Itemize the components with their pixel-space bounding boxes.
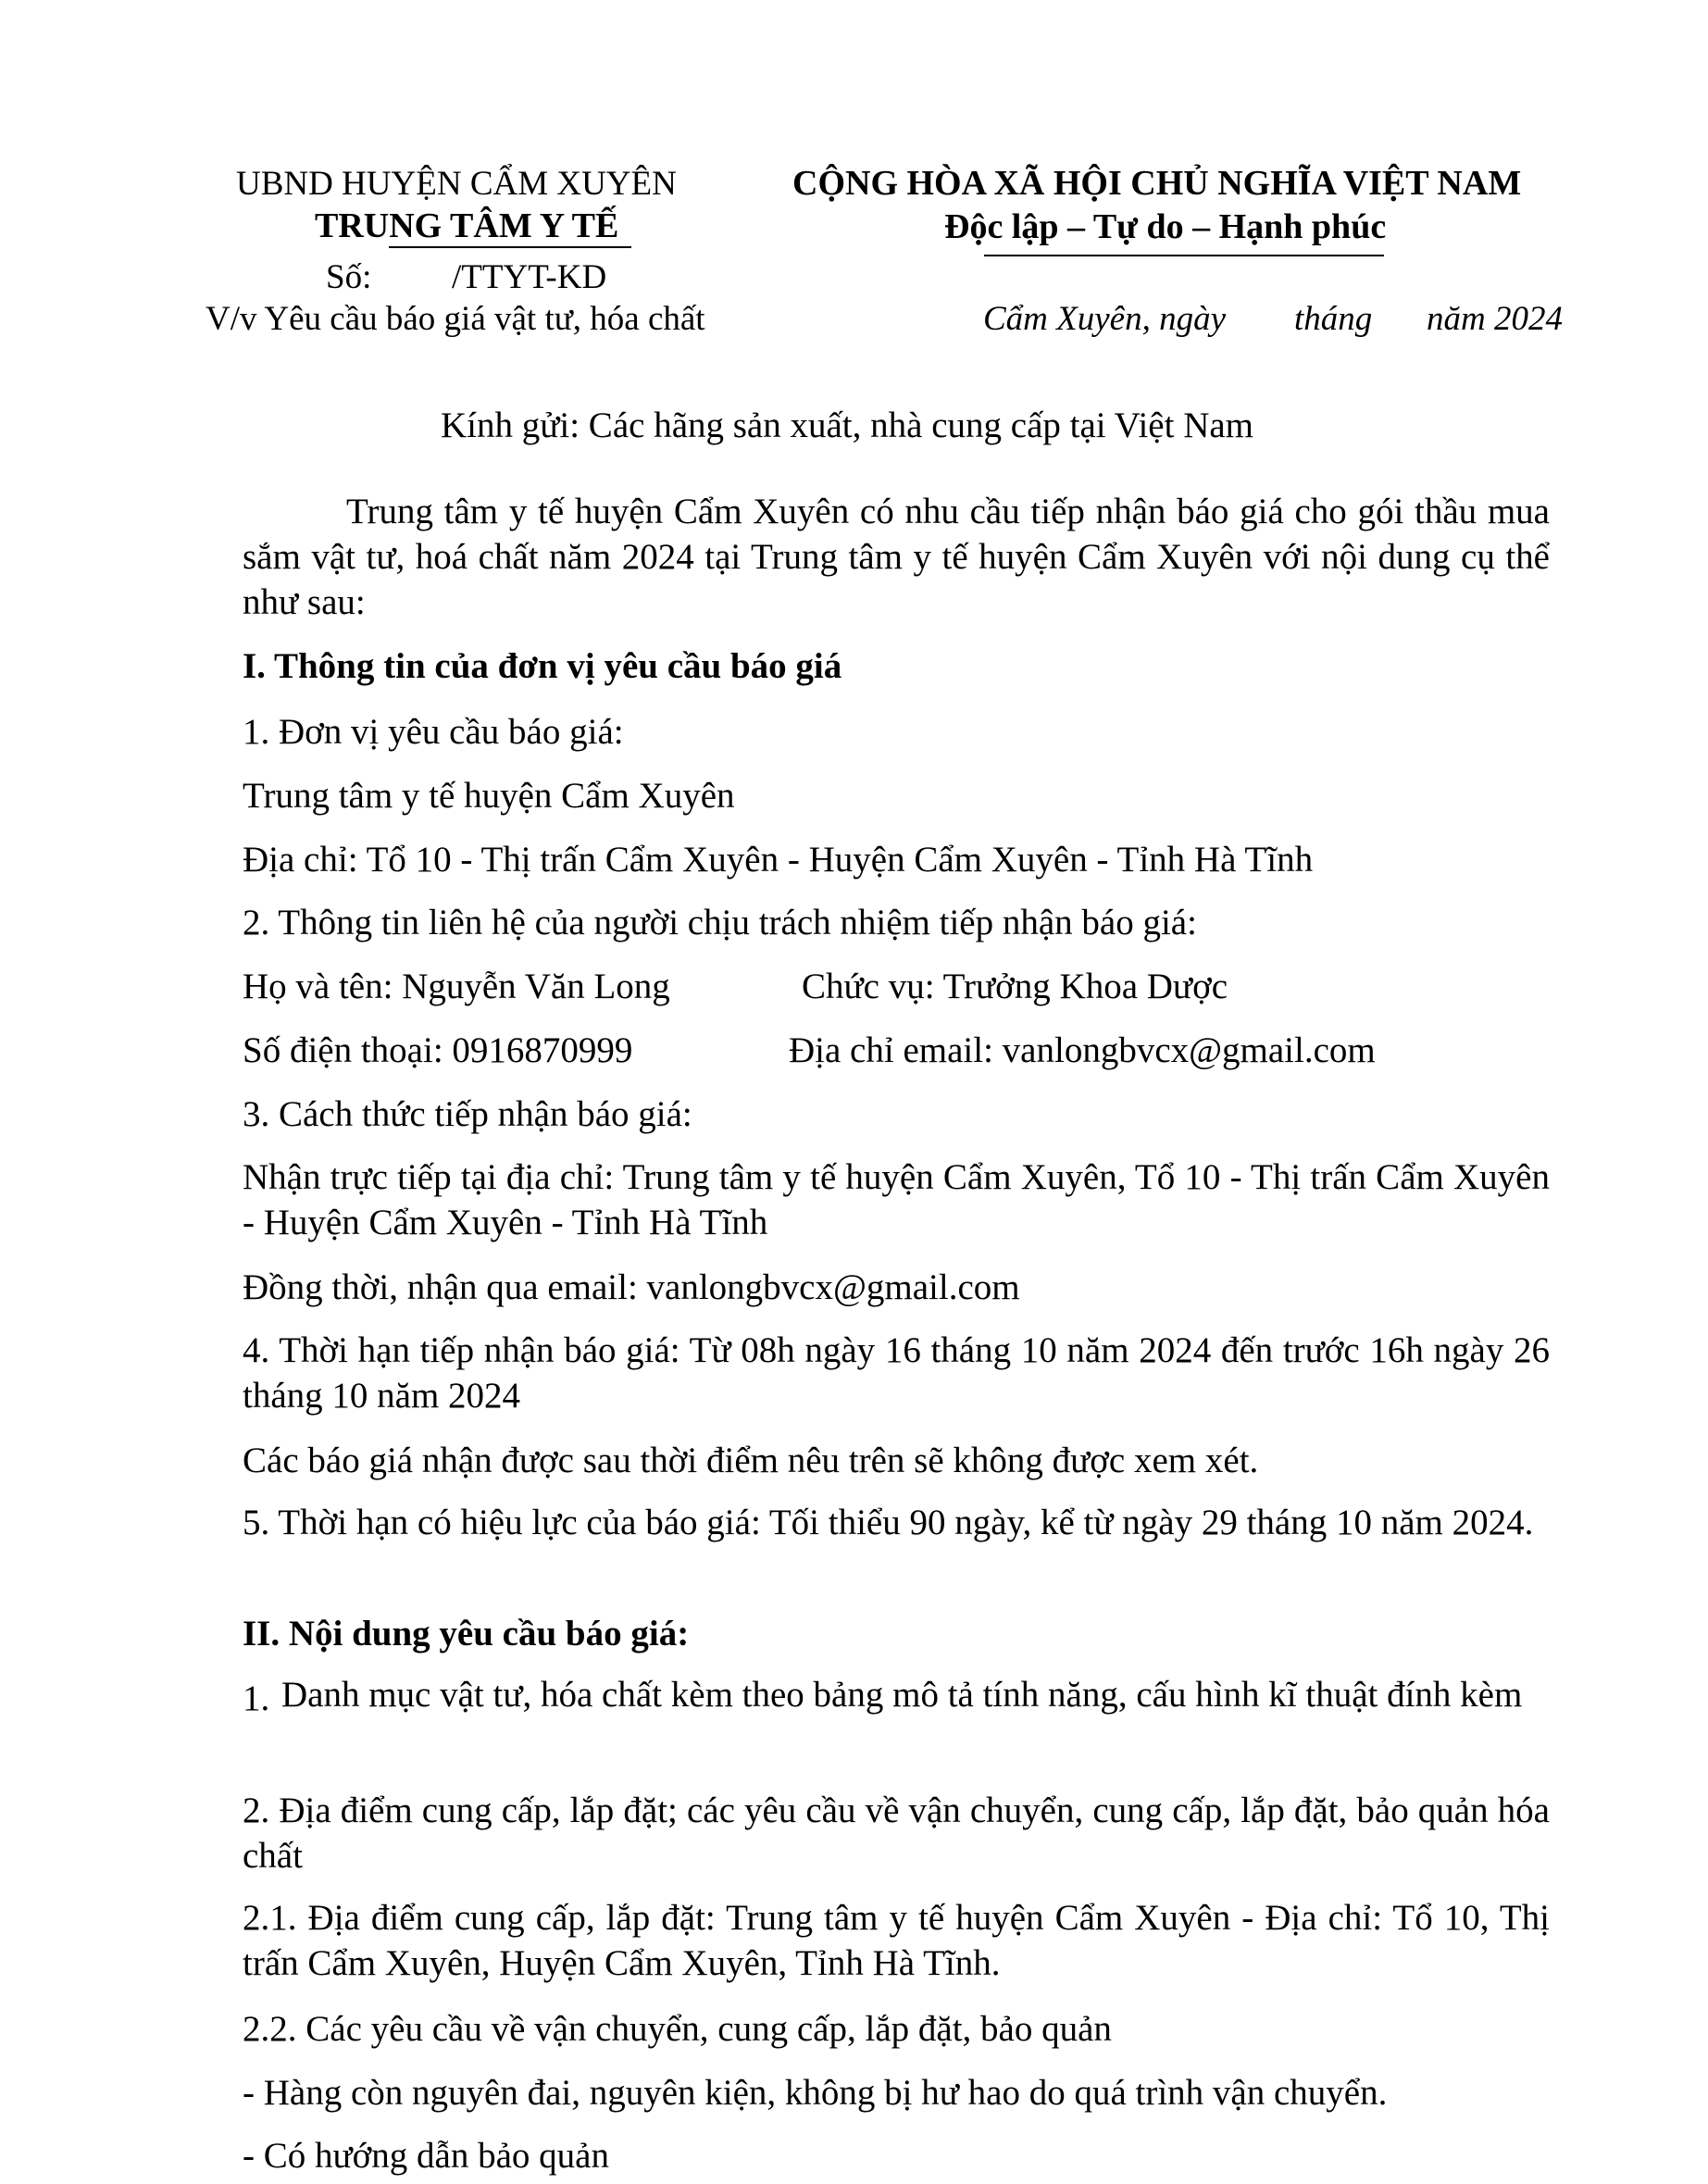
motto-underline [984,255,1384,256]
section-2-item-2-2: 2.2. Các yêu cầu về vận chuyển, cung cấp, lắp đặt, bảo quản [243,2009,1112,2049]
issuer-underline [389,246,631,248]
contact-position: Chức vụ: Trưởng Khoa Dược [802,967,1228,1006]
receive-email: Đồng thời, nhận qua email: vanlongbvcx@gmail.com [243,1267,1020,1307]
section-2-item-1-number: 1. [243,1679,270,1718]
document-subject: V/v Yêu cầu báo giá vật tư, hóa chất [206,300,705,338]
contact-phone: Số điện thoại: 0916870999 [243,1030,633,1070]
section-1-item-4: 4. Thời hạn tiếp nhận báo giá: Từ 08h ngày 16 tháng 10 năm 2024 đến trước 16h ngày 26 tháng 10 năm 2024 [243,1330,1550,1416]
date-year: năm 2024 [1427,300,1563,338]
contact-email: Địa chỉ email: vanlongbvcx@gmail.com [789,1030,1376,1070]
section-1-heading: I. Thông tin của đơn vị yêu cầu báo giá [243,646,842,686]
requesting-org-name: Trung tâm y tế huyện Cẩm Xuyên [243,776,735,816]
intro-paragraph: Trung tâm y tế huyện Cẩm Xuyên có nhu cầu tiếp nhận báo giá cho gói thầu mua sắm vật tư, hoá chất năm 2024 tại Trung tâm y tế huyện Cẩm Xuyên với nội dung cụ thể như sau: [243,492,1550,622]
date-month: tháng [1294,300,1373,338]
section-2-heading: II. Nội dung yêu cầu báo giá: [243,1614,690,1654]
issuer-unit: TRUNG TÂM Y TẾ [315,206,619,245]
section-2-item-2: 2. Địa điểm cung cấp, lắp đặt; các yêu cầu về vận chuyển, cung cấp, lắp đặt, bảo quản hóa chất [243,1791,1550,1876]
greeting: Kính gửi: Các hãng sản xuất, nhà cung cấp tại Việt Nam [441,406,1254,445]
national-title: CỘNG HÒA XÃ HỘI CHỦ NGHĨA VIỆT NAM [792,164,1522,203]
section-1-item-5: 5. Thời hạn có hiệu lực của báo giá: Tối thiểu 90 ngày, kể từ ngày 29 tháng 10 năm 2024. [243,1503,1534,1542]
national-motto: Độc lập – Tự do – Hạnh phúc [944,207,1387,246]
date-place: Cẩm Xuyên, ngày [983,300,1227,338]
section-2-item-2-1: 2.1. Địa điểm cung cấp, lắp đặt: Trung tâm y tế huyện Cẩm Xuyên - Địa chỉ: Tổ 10, Thị trấn Cẩm Xuyên, Huyện Cẩm Xuyên, Tỉnh Hà Tĩnh. [243,1898,1550,1983]
issuer-authority: UBND HUYỆN CẨM XUYÊN [236,165,677,203]
contact-name: Họ và tên: Nguyễn Văn Long [243,967,670,1006]
requirement-bullet-1: - Hàng còn nguyên đai, nguyên kiện, không bị hư hao do quá trình vận chuyển. [243,2073,1388,2113]
section-2-item-1: Danh mục vật tư, hóa chất kèm theo bảng mô tả tính năng, cấu hình kĩ thuật đính kèm [281,1675,1523,1715]
document-number-label: Số: [326,258,372,296]
late-quote-note: Các báo giá nhận được sau thời điểm nêu trên sẽ không được xem xét. [243,1441,1259,1480]
receive-direct: Nhận trực tiếp tại địa chỉ: Trung tâm y tế huyện Cẩm Xuyên, Tổ 10 - Thị trấn Cẩm Xuyên - Huyện Cẩm Xuyên - Tỉnh Hà Tĩnh [243,1157,1550,1242]
requirement-bullet-2: - Có hướng dẫn bảo quản [243,2136,609,2176]
section-1-item-3: 3. Cách thức tiếp nhận báo giá: [243,1094,692,1134]
section-1-item-2: 2. Thông tin liên hệ của người chịu trách nhiệm tiếp nhận báo giá: [243,903,1197,942]
document-number-suffix: /TTYT-KD [452,258,607,296]
requesting-org-address: Địa chỉ: Tổ 10 - Thị trấn Cẩm Xuyên - Huyện Cẩm Xuyên - Tỉnh Hà Tĩnh [243,840,1314,880]
section-1-item-1: 1. Đơn vị yêu cầu báo giá: [243,712,624,752]
